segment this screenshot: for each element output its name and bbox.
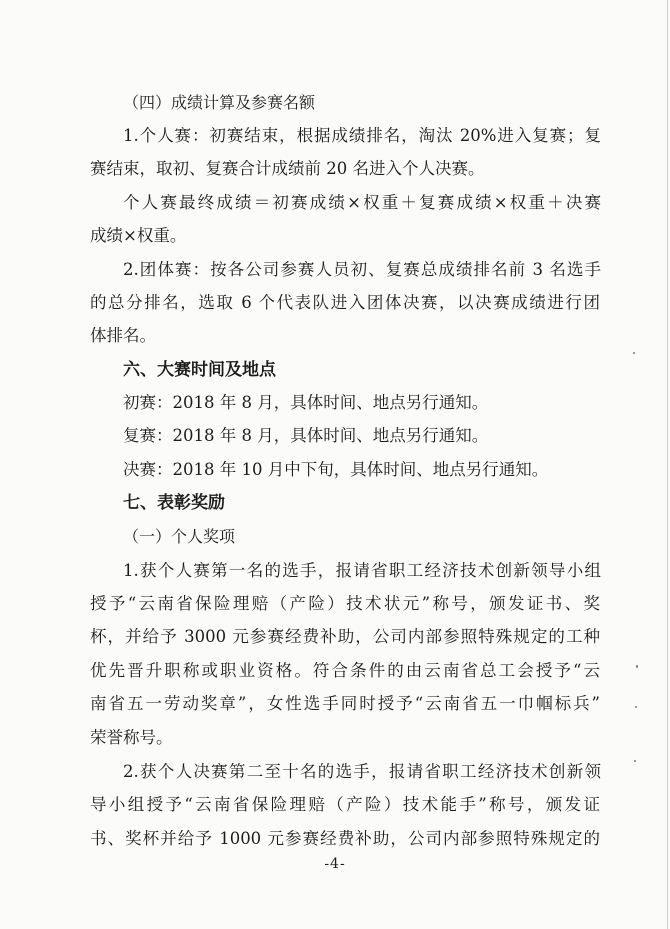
subsection-heading-score-calc: （四）成绩计算及参赛名额 (123, 93, 316, 112)
paragraph-line: 2.团体赛：按各公司参赛人员初、复赛总成绩排名前 3 名选手 (123, 260, 601, 279)
scan-edge (667, 0, 668, 929)
paragraph-line: 荣誉称号。 (90, 728, 173, 747)
scan-speck (636, 665, 638, 668)
subsection-heading-individual-awards: （一）个人奖项 (123, 527, 236, 546)
scan-speck (633, 352, 635, 354)
paragraph-line: 成绩×权重。 (90, 226, 187, 245)
schedule-line-preliminary: 初赛：2018 年 8 月，具体时间、地点另行通知。 (123, 393, 489, 412)
scan-speck (635, 706, 637, 708)
paragraph-line: 书、奖杯并给予 1000 元参赛经费补助，公司内部参照特殊规定的 (90, 829, 600, 848)
paragraph-line: 授予“云南省保险理赔（产险）技术状元”称号，颁发证书、奖 (90, 594, 600, 613)
paragraph-line: 赛结束，取初、复赛合计成绩前 20 名进入个人决赛。 (90, 159, 485, 178)
section-heading-time-place: 六、大赛时间及地点 (123, 360, 276, 380)
paragraph-line: 1.获个人赛第一名的选手，报请省职工经济技术创新领导小组 (123, 561, 601, 580)
paragraph-line: 导小组授予“云南省保险理赔（产险）技术能手”称号，颁发证 (90, 795, 600, 814)
schedule-line-semifinal: 复赛：2018 年 8 月，具体时间、地点另行通知。 (123, 426, 489, 445)
paragraph-line: 1.个人赛：初赛结束，根据成绩排名，淘汰 20%进入复赛；复 (123, 126, 601, 145)
paragraph-line: 杯，并给予 3000 元参赛经费补助，公司内部参照特殊规定的工种 (90, 627, 600, 646)
page-number: -4- (324, 856, 346, 872)
scan-speck (634, 760, 636, 762)
paragraph-line: 优先晋升职称或职业资格。符合条件的由云南省总工会授予“云 (90, 661, 600, 680)
paragraph-line: 南省五一劳动奖章”，女性选手同时授予“云南省五一巾帼标兵” (90, 694, 600, 713)
paragraph-line: 的总分排名，选取 6 个代表队进入团体决赛，以决赛成绩进行团 (90, 293, 600, 312)
schedule-line-final: 决赛：2018 年 10 月中下旬，具体时间、地点另行通知。 (123, 460, 549, 479)
paragraph-line: 个人赛最终成绩＝初赛成绩×权重＋复赛成绩×权重＋决赛 (123, 193, 601, 212)
paragraph-line: 体排名。 (90, 326, 156, 345)
section-heading-awards: 七、表彰奖励 (123, 493, 225, 513)
paragraph-line: 2.获个人决赛第二至十名的选手，报请省职工经济技术创新领 (123, 762, 601, 781)
